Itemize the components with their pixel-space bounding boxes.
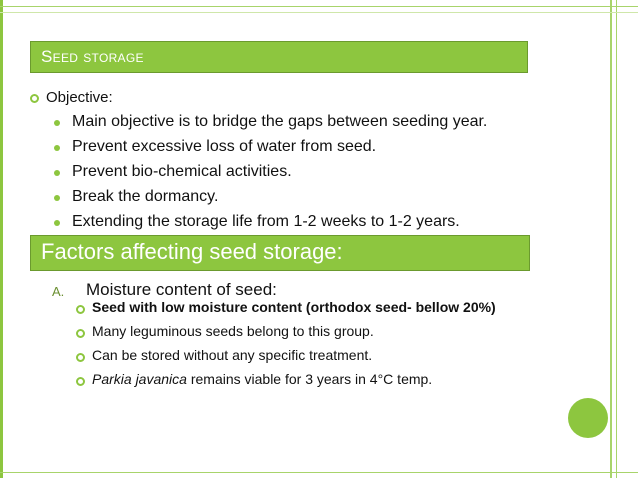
frame-line-top-thin — [0, 12, 638, 13]
bullet-dot-icon — [54, 120, 60, 126]
bullet-dot-icon — [54, 195, 60, 201]
factors-heading-bar — [30, 235, 530, 271]
bullet-ring-icon — [76, 353, 85, 362]
frame-line-left — [0, 0, 3, 478]
bullet-ring-icon — [76, 305, 85, 314]
frame-line-right — [610, 0, 612, 478]
bullet-ring-icon — [76, 377, 85, 386]
objective-item: Extending the storage life from 1-2 weeks to 1-2 years. — [72, 213, 460, 230]
factor-point: Seed with low moisture content (orthodox seed- bellow 20%) — [92, 299, 496, 315]
objective-item: Prevent bio-chemical activities. — [72, 163, 292, 180]
frame-line-bottom — [0, 472, 638, 473]
objective-label: Objective: — [46, 89, 113, 106]
bullet-dot-icon — [54, 170, 60, 176]
factor-label: Moisture content of seed: — [86, 280, 277, 299]
objective-item: Main objective is to bridge the gaps between seeding year. — [72, 113, 488, 130]
factor-point: Many leguminous seeds belong to this group. — [92, 323, 374, 339]
factor-point-rest: remains viable for 3 years in 4°C temp. — [186, 371, 433, 387]
slide-title: Seed storage — [41, 47, 144, 66]
frame-line-top — [0, 6, 638, 7]
factors-heading: Factors affecting seed storage: — [41, 239, 343, 264]
factor-point-last — [92, 371, 432, 387]
decorative-circle — [568, 398, 608, 438]
objective-item: Break the dormancy. — [72, 188, 219, 205]
frame-line-right-thin — [616, 0, 617, 478]
bullet-dot-icon — [54, 220, 60, 226]
species-name: Parkia javanica — [92, 371, 187, 387]
objective-item: Prevent excessive loss of water from seed. — [72, 138, 377, 155]
slide-title-bar — [30, 41, 528, 73]
factor-marker: A. — [52, 284, 65, 299]
factor-point: Can be stored without any specific treatment. — [92, 347, 373, 363]
bullet-ring-icon — [76, 329, 85, 338]
bullet-ring-icon — [30, 94, 39, 103]
bullet-dot-icon — [54, 145, 60, 151]
